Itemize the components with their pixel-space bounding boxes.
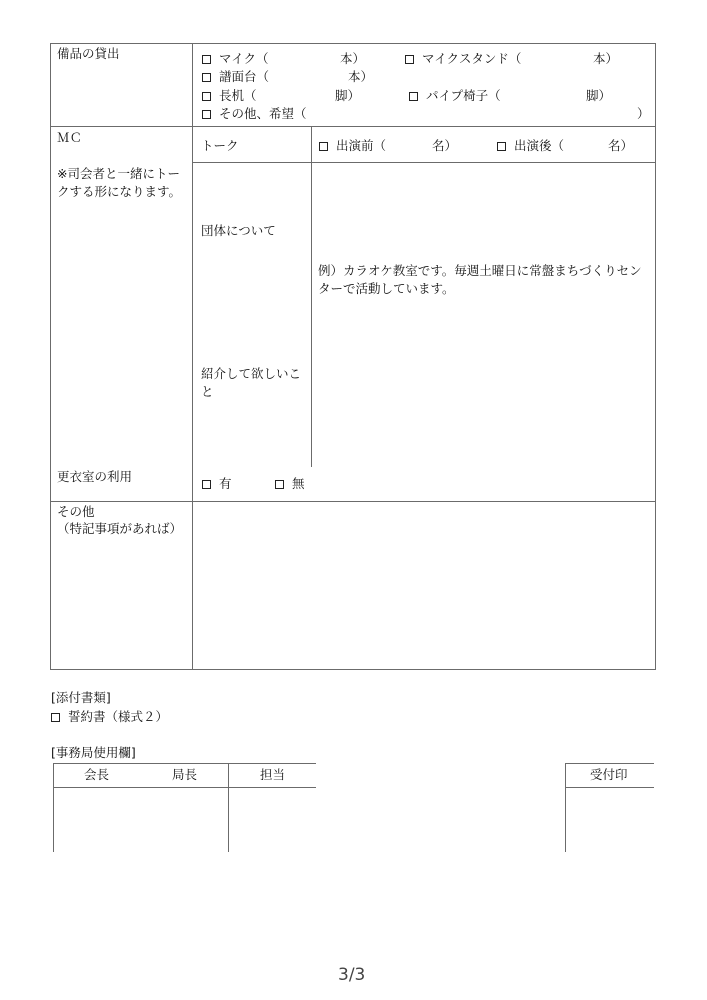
table-bottom-border — [50, 669, 656, 670]
equipment-long-desk[interactable]: 長机（ — [202, 88, 257, 104]
checkbox-icon[interactable] — [275, 480, 284, 489]
changing-row-bottom — [50, 501, 656, 502]
long-desk-unit: 脚） — [335, 88, 361, 103]
changing-room-yes[interactable]: 有 — [202, 476, 232, 492]
page-number: 3/3 — [338, 965, 366, 985]
table-right-border — [655, 43, 656, 670]
checkbox-icon[interactable] — [319, 142, 328, 151]
pipe-chair-unit: 脚） — [586, 88, 612, 103]
talk-after-unit: 名） — [608, 138, 634, 153]
stamp-table-header-bottom — [565, 787, 654, 788]
changing-room-no[interactable]: 無 — [275, 476, 305, 492]
talk-before[interactable]: 出演前（ — [319, 138, 386, 154]
checkbox-icon[interactable] — [497, 142, 506, 151]
equipment-pipe-chair[interactable]: パイプ椅子（ — [409, 88, 501, 104]
attachment-pledge[interactable]: 誓約書（様式２） — [51, 709, 168, 725]
intro-label: 紹介して欲しいこと — [201, 366, 302, 399]
mic-stand-unit: 本） — [593, 51, 619, 66]
attachments-heading: [添付書類] — [51, 690, 111, 705]
office-stamp: 受付印 — [590, 767, 628, 782]
other-label: その他 — [57, 504, 95, 519]
office-table-left — [53, 763, 54, 852]
office-table-header-bottom — [53, 787, 316, 788]
checkbox-icon[interactable] — [202, 73, 211, 82]
office-table-mid — [228, 763, 229, 852]
checkbox-icon[interactable] — [202, 92, 211, 101]
equipment-music-stand[interactable]: 譜面台（ — [202, 69, 269, 85]
checkbox-icon[interactable] — [409, 92, 418, 101]
office-table-top — [53, 763, 316, 764]
mc-note: ※司会者と一緒にトークする形になります。 — [57, 166, 182, 199]
example-text[interactable]: 例）カラオケ教室です。毎週土曜日に常盤まちづくりセンターで活動しています。 — [318, 263, 642, 296]
stamp-table-top — [565, 763, 654, 764]
checkbox-icon[interactable] — [202, 480, 211, 489]
changing-room-label: 更衣室の利用 — [57, 469, 133, 484]
other-sublabel: （特記事項があれば） — [57, 521, 183, 536]
equipment-other[interactable]: その他、希望（ — [202, 106, 307, 122]
label-column-divider — [192, 43, 193, 670]
equipment-label: 備品の貸出 — [57, 46, 120, 61]
mic-unit: 本） — [340, 51, 366, 66]
mc-label: ＭＣ — [57, 130, 83, 145]
office-staff: 担当 — [260, 767, 286, 782]
mc-inner-divider — [311, 126, 312, 467]
stamp-table-left — [565, 763, 566, 852]
office-heading: [事務局使用欄] — [51, 745, 136, 760]
talk-row-bottom — [193, 162, 656, 163]
equipment-row-bottom — [50, 126, 656, 127]
other-input-area[interactable] — [195, 505, 653, 667]
checkbox-icon[interactable] — [51, 713, 60, 722]
talk-before-unit: 名） — [432, 138, 458, 153]
checkbox-icon[interactable] — [405, 55, 414, 64]
about-group-label: 団体について — [201, 223, 276, 238]
office-president: 会長 — [84, 767, 110, 782]
table-left-border — [50, 43, 51, 670]
checkbox-icon[interactable] — [202, 110, 211, 119]
music-stand-unit: 本） — [348, 69, 374, 84]
table-top-border — [50, 43, 656, 44]
other-unit: ） — [637, 106, 650, 121]
equipment-mic-stand[interactable]: マイクスタンド（ — [405, 51, 521, 67]
checkbox-icon[interactable] — [202, 55, 211, 64]
equipment-mic[interactable]: マイク（ — [202, 51, 269, 67]
office-director: 局長 — [172, 767, 198, 782]
talk-after[interactable]: 出演後（ — [497, 138, 564, 154]
talk-label: トーク — [201, 138, 239, 153]
